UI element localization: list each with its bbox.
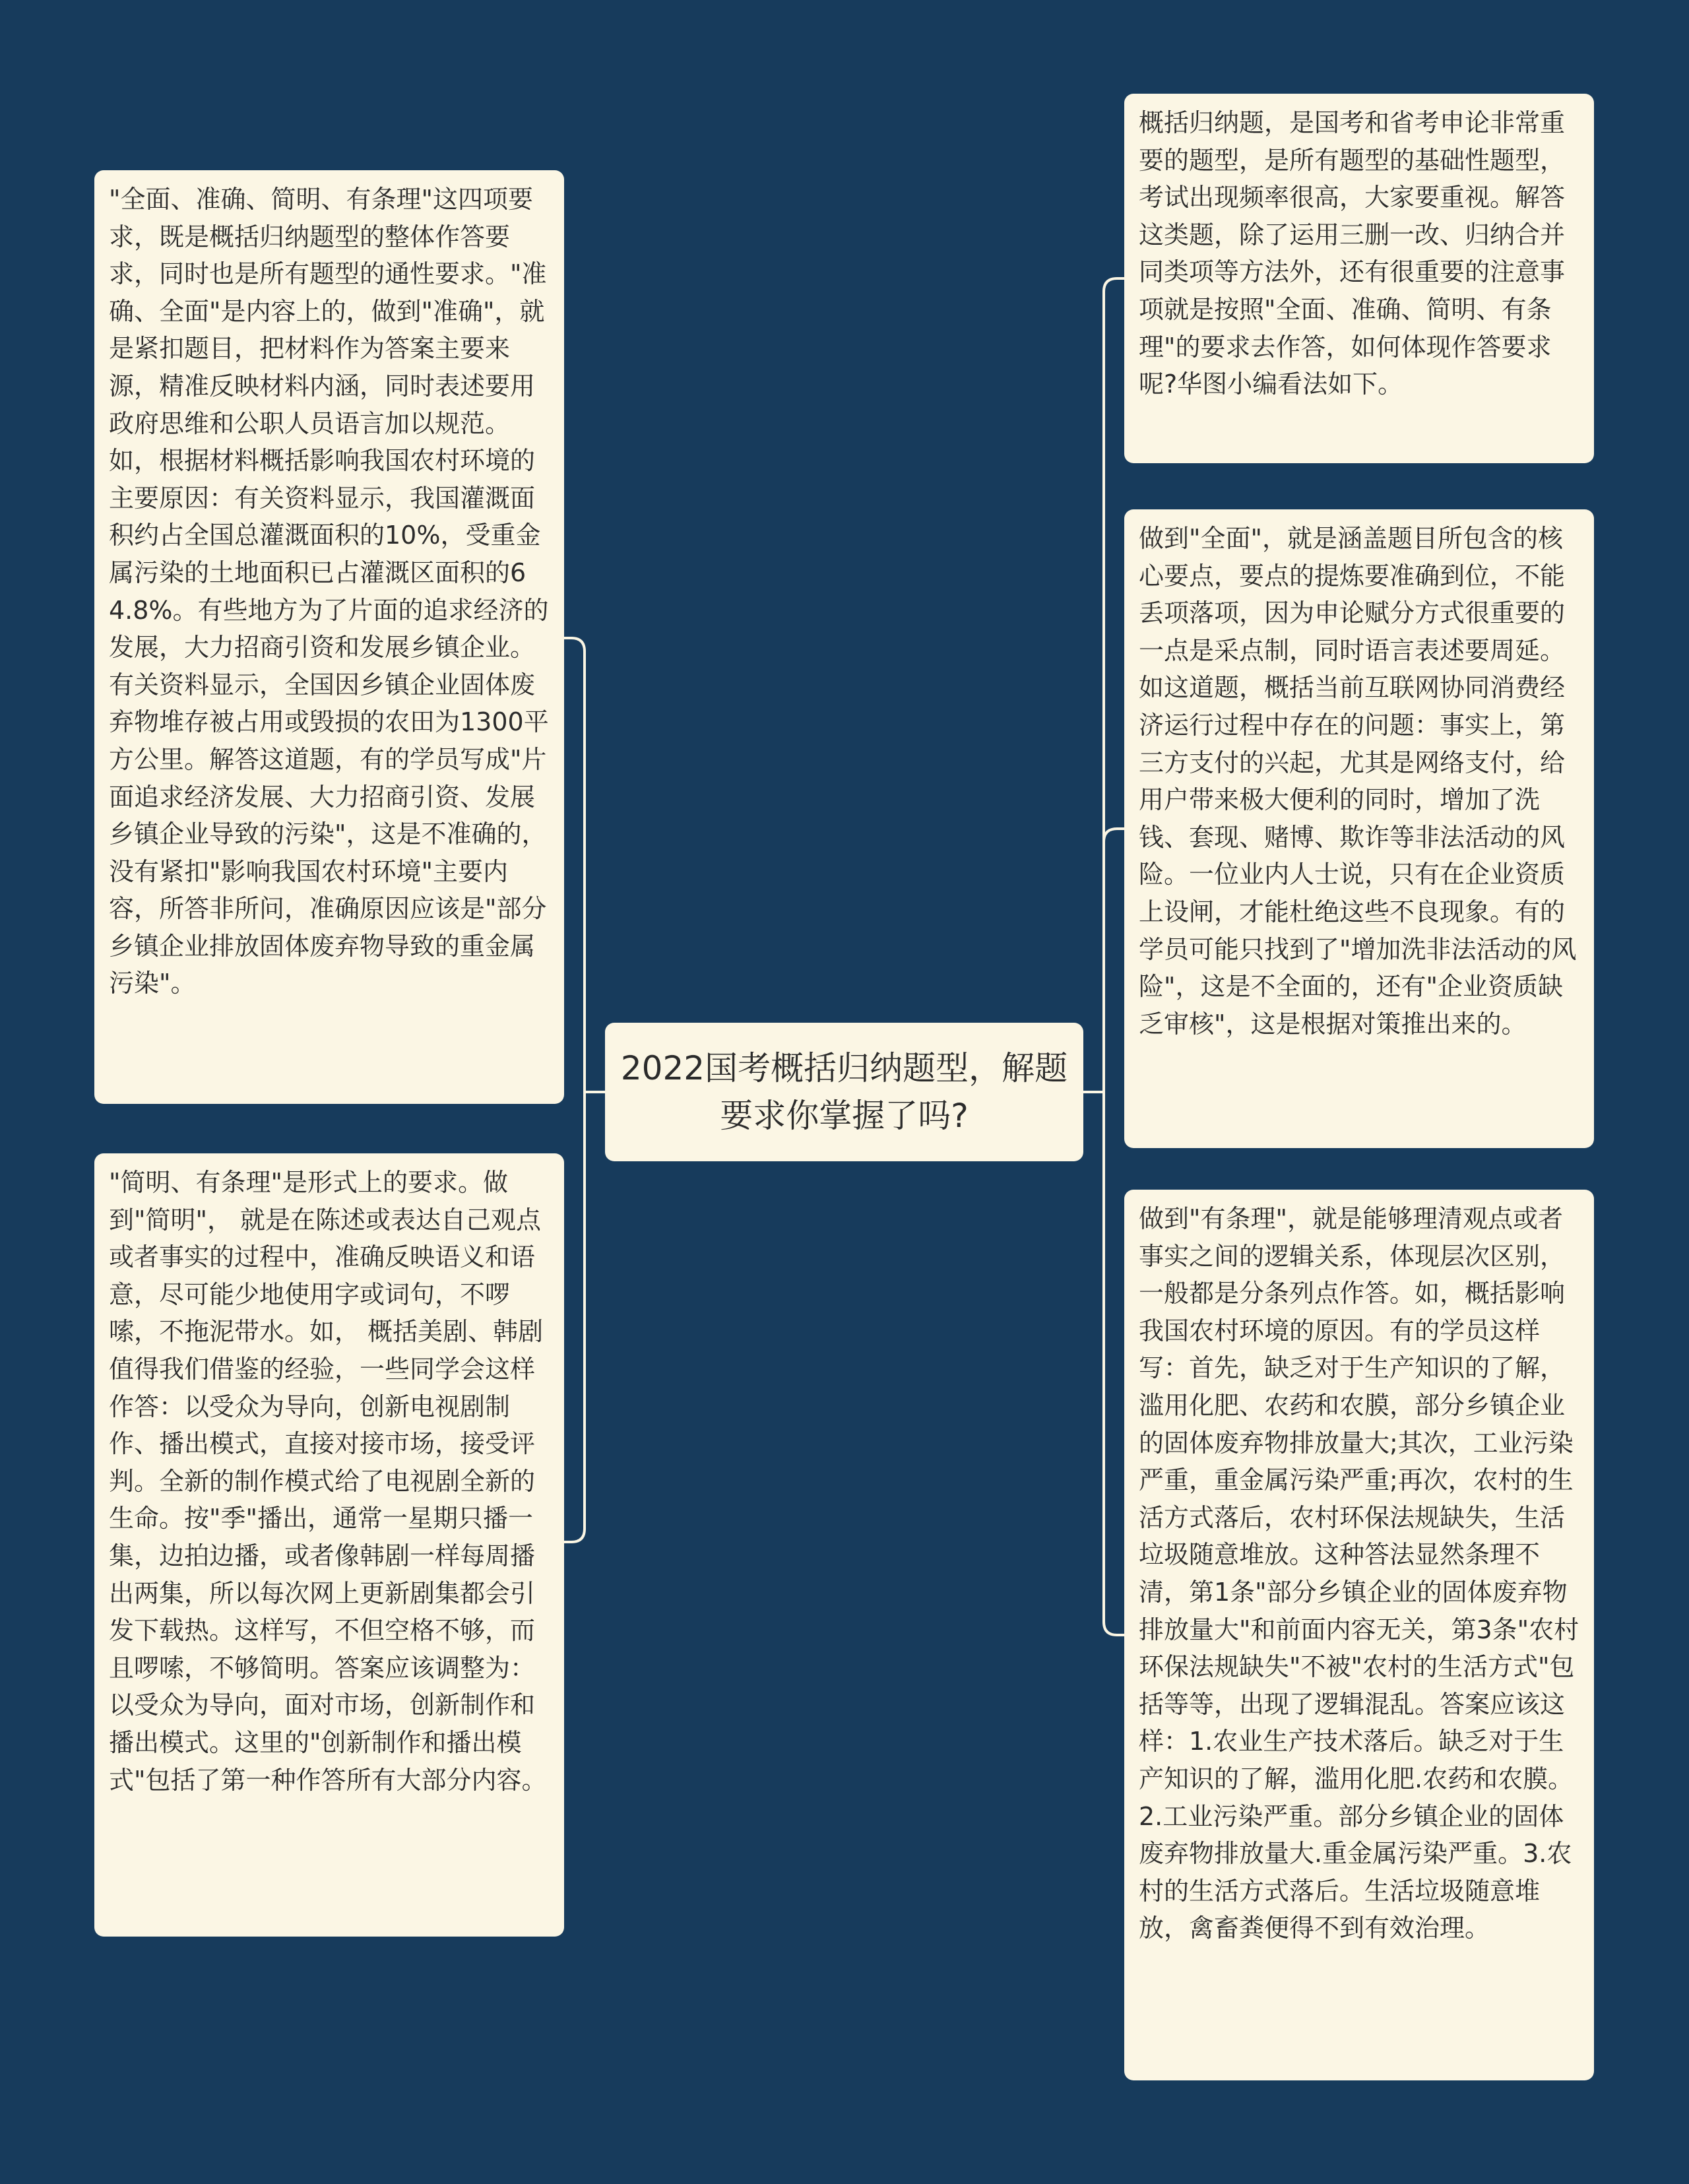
central-topic-title: 2022国考概括归纳题型，解题要求你掌握了吗?	[620, 1049, 1068, 1135]
right-node-intro	[1124, 94, 1594, 463]
right-node-intro-text: 概括归纳题，是国考和省考申论非常重要的题型，是所有题型的基础性题型，考试出现频率很高，大家要重视。解答这类题，除了运用三删一改、归纳合并同类项等方法外，还有很重要的注意事项就是按照"全面、准确、简明、有条理"的要求去作答，如何体现作答要求呢?华图小编看法如下。	[1139, 108, 1566, 399]
left-node-accuracy-text: "全面、准确、简明、有条理"这四项要求，既是概括归纳题型的整体作答要求，同时也是所有题型的通性要求。"准确、全面"是内容上的，做到"准确"，就是紧扣题目，把材料作为答案主要来源，精准反映材料内涵，同时表述要用政府思维和公职人员语言加以规范。如，根据材料概括影响我国农村环境的主要原因：有关资料显示，我国灌溉面积约占全国总灌溉面积的10%，受重金属污染的土地面积已占灌溉区面积的64.8%。有些地方为了片面的追求经济的发展，大力招商引资和发展乡镇企业。有关资料显示，全国因乡镇企业固体废弃物堆存被占用或毁损的农田为1300平方公里。解答这道题，有的学员写成"片面追求经济发展、大力招商引资、发展乡镇企业导致的污染"，这是不准确的，没有紧扣"影响我国农村环境"主要内容，所答非所问，准确原因应该是"部分乡镇企业排放固体废弃物导致的重金属污染"。	[109, 185, 549, 998]
connector-right-node-2	[1104, 829, 1124, 1092]
connector-right-node-1	[1104, 278, 1124, 1092]
right-node-organized-text: 做到"有条理"，就是能够理清观点或者事实之间的逻辑关系，体现层次区别，一般都是分条列点作答。如，概括影响我国农村环境的原因。有的学员这样写：首先，缺乏对于生产知识的了解，滥用化肥、农药和农膜，部分乡镇企业的固体废弃物排放量大;其次，工业污染严重，重金属污染严重;再次，农村的生活方式落后，农村环保法规缺失，生活垃圾随意堆放。这种答法显然条理不清，第1条"部分乡镇企业的固体废弃物排放量大"和前面内容无关，第3条"农村环保法规缺失"不被"农村的生活方式"包括等等，出现了逻辑混乱。答案应该这样：1.农业生产技术落后。缺乏对于生产知识的了解，滥用化肥.农药和农膜。2.工业污染严重。部分乡镇企业的固体废弃物排放量大.重金属污染严重。3.农村的生活方式落后。生活垃圾随意堆放，禽畜粪便得不到有效治理。	[1139, 1204, 1579, 1943]
right-node-organized	[1124, 1190, 1594, 2080]
left-node-concise-text: "简明、有条理"是形式上的要求。做到"简明"， 就是在陈述或表达自己观点或者事实的过程中，准确反映语义和语意，尽可能少地使用字或词句，不啰嗦，不拖泥带水。如， 概括美剧、韩剧值得我们借鉴的经验，一些同学会这样作答：以受众为导向，创新电视剧制作、播出模式，直接对接市场，接受评判。全新的制作模式给了电视剧全新的生命。按"季"播出，通常一星期只播一集，边拍边播，或者像韩剧一样每周播出两集，所以每次网上更新剧集都会引发下载热。这样写，不但空格不够，而且啰嗦，不够简明。答案应该调整为：以受众为导向，面对市场，创新制作和播出模式。这里的"创新制作和播出模式"包括了第一种作答所有大部分内容。	[109, 1168, 547, 1795]
left-node-accuracy	[94, 170, 564, 1104]
connector-left-node-2	[564, 1092, 585, 1542]
right-node-comprehensive	[1124, 509, 1594, 1148]
left-node-concise	[94, 1153, 564, 1937]
connector-right-node-3	[1104, 1092, 1124, 1635]
central-topic	[605, 1023, 1083, 1161]
connector-left-node-1	[564, 638, 585, 1092]
right-node-comprehensive-text: 做到"全面"，就是涵盖题目所包含的核心要点，要点的提炼要准确到位，不能丢项落项，因为申论赋分方式很重要的一点是采点制，同时语言表述要周延。如这道题，概括当前互联网协同消费经济运行过程中存在的问题：事实上，第三方支付的兴起，尤其是网络支付，给用户带来极大便利的同时，增加了洗钱、套现、赌博、欺诈等非法活动的风险。一位业内人士说，只有在企业资质上设闸，才能杜绝这些不良现象。有的学员可能只找到了"增加洗非法活动的风险"，这是不全面的，还有"企业资质缺乏审核"，这是根据对策推出来的。	[1139, 524, 1577, 1039]
